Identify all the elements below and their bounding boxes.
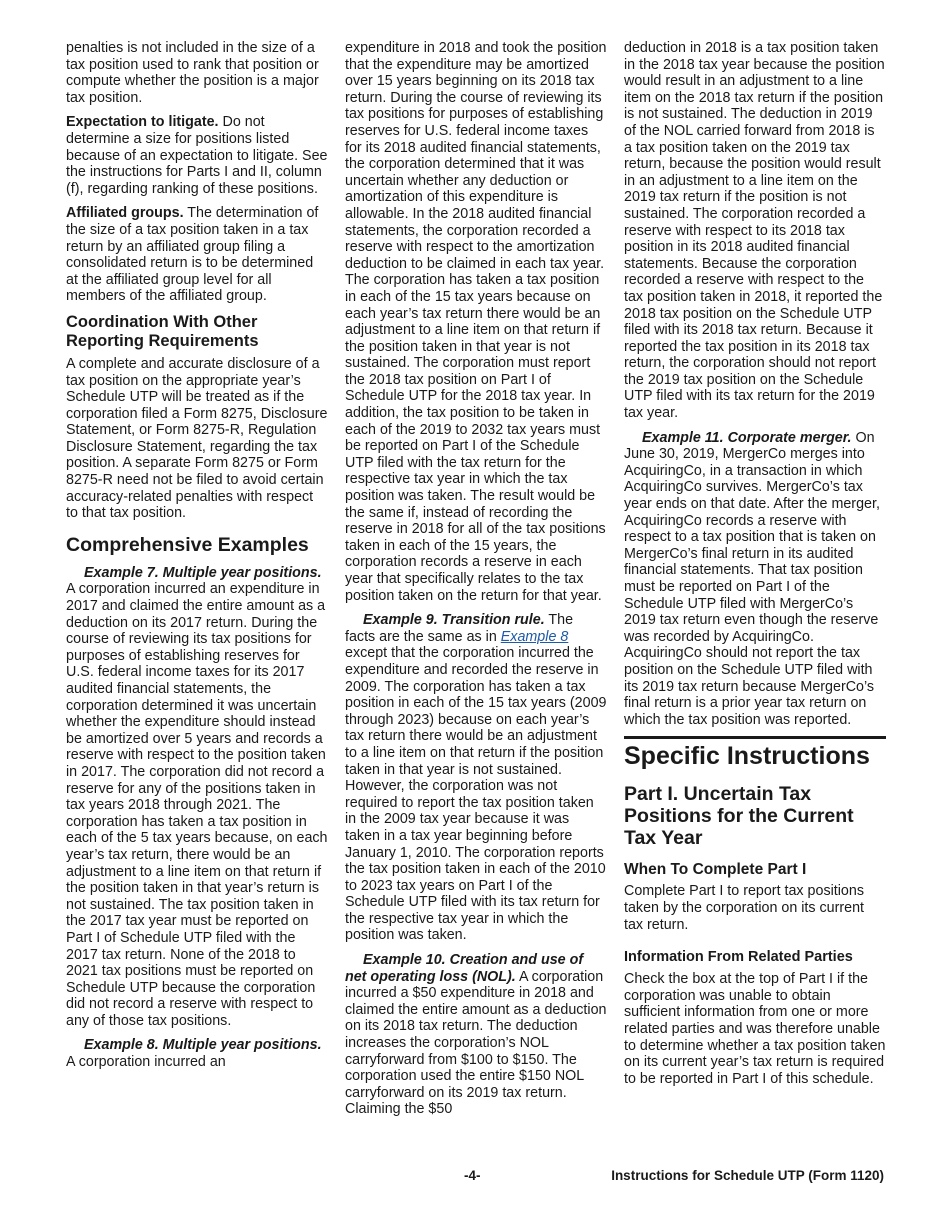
heading-related-parties: Information From Related Parties — [624, 949, 853, 966]
example-title: Example 7. Multiple year positions. — [84, 564, 322, 581]
page-number: -4- — [464, 1168, 481, 1183]
paragraph-related-parties: Check the box at the top of Part I if the corporation was unable to obtain sufficient information from one or more related parties and was therefore unable to determine whether a tax position taken on its current year’s tax return is required to be reported in Part I of this schedule. — [624, 971, 886, 1087]
paragraph-penalties: penalties is not included in the size of a tax position used to rank that position or compute whether the position is a major tax position. — [66, 40, 319, 106]
example-9: Example 9. Transition rule. The facts are the same as in Example 8 except that the corporation incurred the expenditure and recorded the reserve in 2009. The corporation has taken a tax position in each of the 15 tax years (2009 through 2023) because on each year’s tax return there would be an adjustment to a line item on that return if the position taken in that year is not sustained. However, the corporation was not required to report the tax position taken in the 2009 tax year because it was taken in a tax year beginning before January 1, 2010. The corporation reports the tax position taken in each of the 2010 to 2023 tax years on Part I of the Schedule UTP filed with its tax return for the respective tax year in which the position was taken. — [345, 612, 607, 944]
heading-comprehensive-examples: Comprehensive Examples — [66, 533, 309, 556]
run-in-heading: Affiliated groups. — [66, 205, 184, 222]
example-title: Example 9. Transition rule. — [363, 612, 545, 629]
example-10-continued: deduction in 2018 is a tax position taken in the 2018 tax year because the position would result in an adjustment to a line item on the 2018 tax return if the position is not sustained. The deduction in 2019 of the NOL carried forward from 2018 is a tax position taken on the 2019 tax return, because the position would result in an adjustment to a line item on the 2019 tax return if the position is not sustained. The corporation recorded a reserve with respect to its 2018 tax position in its 2018 audited financial statements. Because the corporation recorded a reserve with respect to the tax position taken in 2018, it reported the 2018 tax position on the Schedule UTP filed with its 2018 tax return. Because it reported the tax position in its 2018 tax return, the corporation should not report the 2019 tax position on the Schedule UTP filed with its tax return for the 2019 tax year. — [624, 40, 885, 422]
paragraph-disclosure: A complete and accurate disclosure of a tax position on the appropriate year’s Schedule UTP will be treated as if the corporation filed a Form 8275, Disclosure Statement, or Form 8275-R, Regulation Disclosure Statement, regarding the tax position. A separate Form 8275 or Form 8275-R need not be filed to avoid certain accuracy-related penalties with respect to that tax position. — [66, 355, 328, 522]
example-title: Example 11. Corporate merger. — [642, 429, 852, 446]
example-title: Example 10. Creation and use of net operating loss (NOL). — [345, 952, 584, 985]
heading-coordination: Coordination With Other Reporting Requirements — [66, 312, 259, 351]
document-title: Instructions for Schedule UTP (Form 1120) — [611, 1168, 884, 1183]
example-8: Example 8. Multiple year positions. A corporation incurred an — [66, 1037, 322, 1071]
example-8-continued: expenditure in 2018 and took the position that the expenditure may be amortized over 15 years beginning on its 2018 tax return. During the course of reviewing its tax positions for purposes of establishing reserves for U.S. federal income taxes for its 2018 audited financial statements, the corporation determined that it was uncertain whether any deduction or amortization of this expenditure is allowable. In the 2018 audited financial statements, the corporation recorded a reserve with respect to the amortization deduction to be claimed in each tax year. The corporation has taken a tax position in each of the 15 tax years because on each year’s tax return there would be an adjustment to a line item on that return if the position taken in that year is not sustained. The corporation must report the 2018 tax position on Part I of Schedule UTP for the 2018 tax year. In addition, the tax position to be taken in each of the 2019 to 2032 tax years must be reported on Part I of the Schedule UTP filed with the tax return for the respective tax year in which the tax position was taken. The result would be the same if, instead of recording the reserve in 2018 for all of the tax positions taken in each of the 15 years, the corporation records a reserve in each year that specifically relates to the tax position taken on the return for that year. — [345, 40, 607, 604]
column-1 — [66, 40, 328, 1079]
paragraph-affiliated-groups: Affiliated groups. The determination of the size of a tax position taken in a tax return by an affiliated group filing a consolidated return is to be determined at the affiliated group level for all members of the affiliated group. — [66, 205, 319, 305]
column-2 — [345, 40, 607, 1126]
column-3 — [624, 40, 886, 1095]
example-11: Example 11. Corporate merger. On June 30, 2019, MergerCo merges into AcquiringCo, in a transaction in which AcquiringCo survives. MergerCo’s tax year ends on that date. After the merger, AcquiringCo records a reserve with respect to a tax position that is taken on MergerCo’s final return in its audited financial statements. That tax position must be reported on Part I of the Schedule UTP filed with MergerCo’s 2019 tax return even though the reserve was recorded by AcquiringCo. AcquiringCo should not report the tax position on the Schedule UTP filed with its 2019 tax return because MergerCo’s final return is a prior year tax return on which the tax position was reported. — [624, 429, 880, 728]
example-10: Example 10. Creation and use of net operating loss (NOL). A corporation incurred a $50 expenditure in 2018 and claimed the entire amount as a deduction on its 2018 tax return. The deduction increases the corporation’s NOL carryforward from $100 to $150. The corporation used the entire $150 NOL carryforward on its 2019 tax return. Claiming the $50 — [345, 952, 607, 1118]
paragraph-expectation-to-litigate: Expectation to litigate. Do not determine a size for positions listed because of an expectation to litigate. See the instructions for Parts I and II, column (f), regarding ranking of these positions. — [66, 114, 328, 197]
heading-when-to-complete: When To Complete Part I — [624, 861, 807, 879]
example-7: Example 7. Multiple year positions. A corporation incurred an expenditure in 2017 and claimed the entire amount as a deduction on its 2017 return. During the course of reviewing its tax positions for purposes of establishing reserves for U.S. federal income taxes for its 2017 audited financial statements, the corporation determined it was uncertain whether the expenditure should instead be amortized over 5 years and records a reserve with respect to the position taken in 2017. The corporation did not record a reserve for any of the positions taken in tax years 2018 through 2021. The corporation has taken a tax position in each of the 5 tax years because, on each year’s tax return, there would be an adjustment to a line item on that return if the position taken in that year’s return is not sustained. The tax position taken in the 2017 tax year must be reported on Part I of Schedule UTP filed with the 2017 tax return. None of the 2018 to 2021 tax positions must be reported on Schedule UTP because the corporation did not record a reserve with respect to any of those tax positions. — [66, 564, 328, 1029]
paragraph-when-to-complete: Complete Part I to report tax positions taken by the corporation on its current tax return. — [624, 883, 865, 933]
example-8-link[interactable]: Example 8 — [500, 628, 569, 645]
heading-part-1: Part I. Uncertain Tax Positions for the Current Tax Year — [624, 783, 854, 850]
page-footer — [66, 1168, 884, 1188]
example-title: Example 8. Multiple year positions. — [84, 1037, 322, 1054]
run-in-heading: Expectation to litigate. — [66, 114, 219, 131]
heading-specific-instructions: Specific Instructions — [624, 736, 886, 771]
